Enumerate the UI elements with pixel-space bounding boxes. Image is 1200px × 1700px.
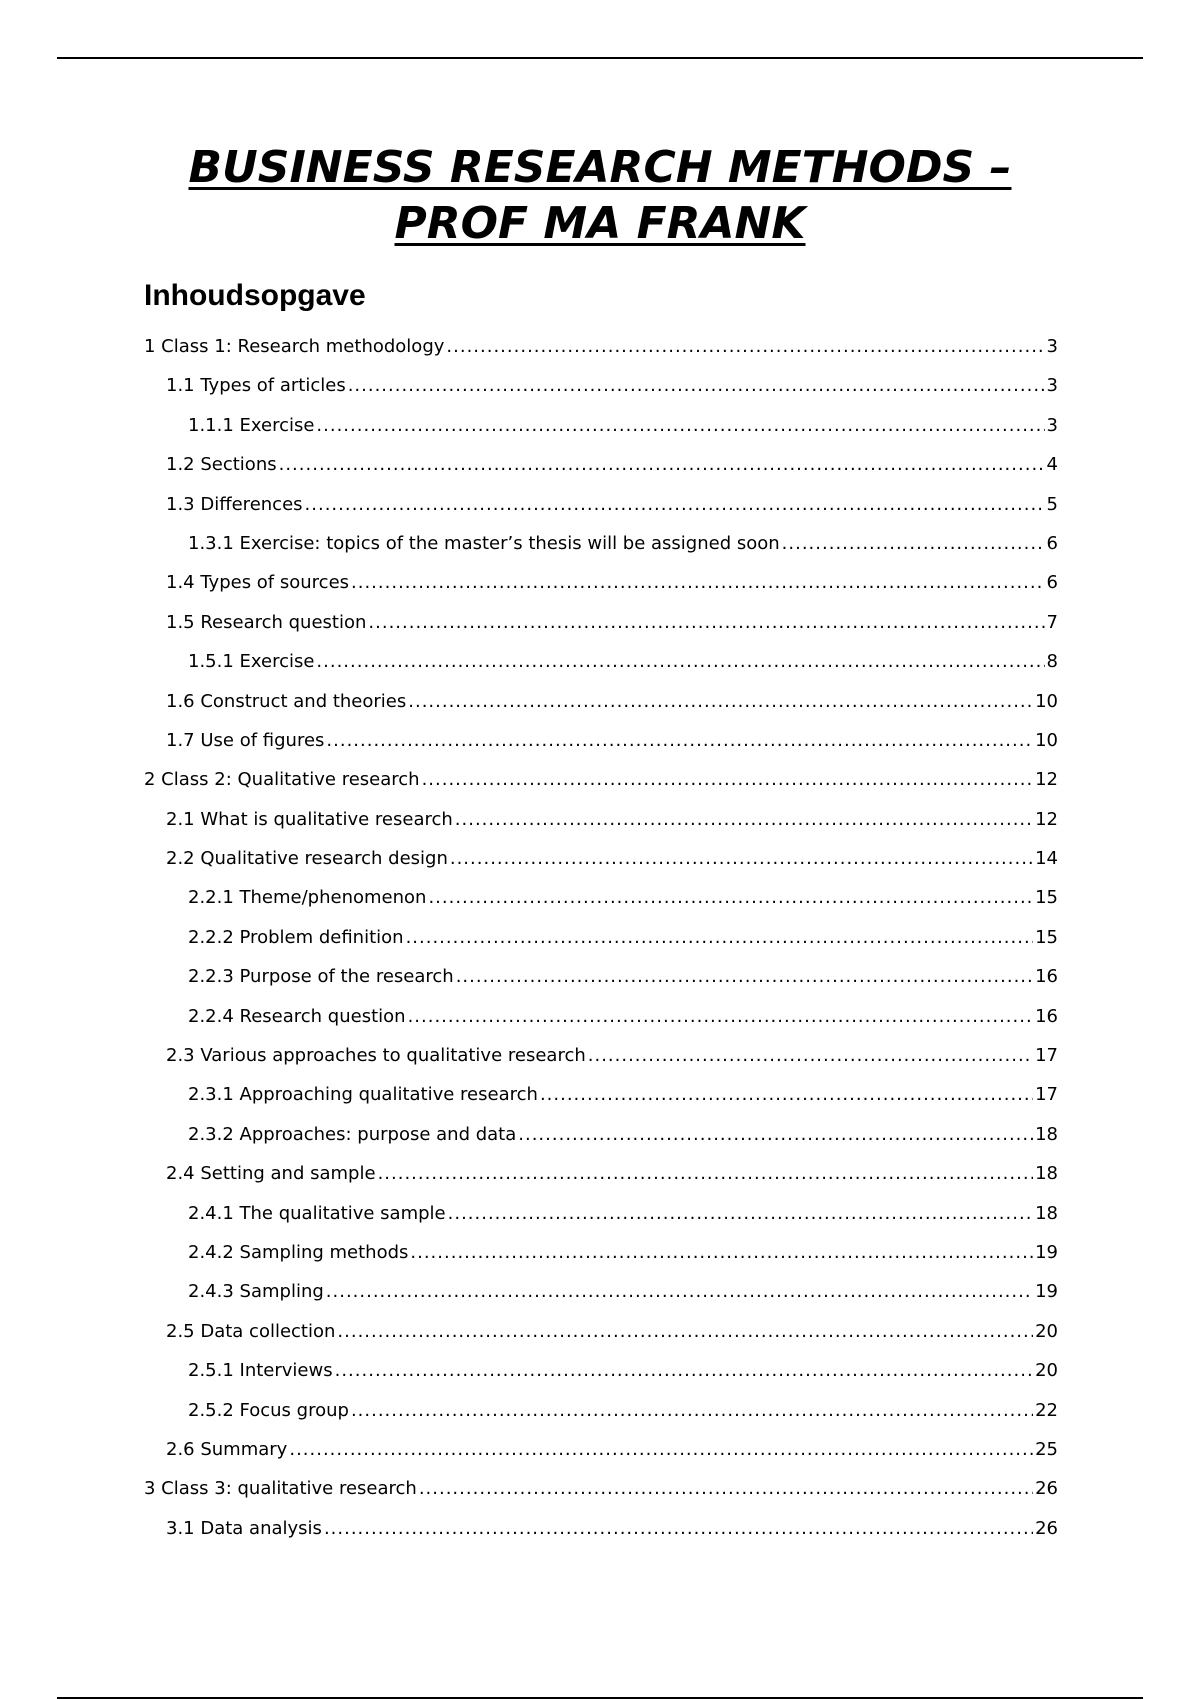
toc-entry[interactable] — [144, 406, 1058, 445]
toc-entry-page-number[interactable]: 20 — [1035, 1320, 1058, 1342]
document-title — [100, 140, 1100, 252]
toc-entry-page-number[interactable]: 25 — [1035, 1438, 1058, 1460]
toc-entry[interactable] — [144, 918, 1058, 957]
toc-entry-page-number[interactable]: 18 — [1035, 1202, 1058, 1224]
toc-entry-label[interactable]: 2.5.1 Interviews — [188, 1360, 333, 1382]
toc-entry[interactable] — [144, 642, 1058, 681]
toc-entry[interactable] — [144, 563, 1058, 602]
toc-entry-label[interactable]: 2.2.2 Problem definition — [188, 926, 404, 948]
toc-entry-label[interactable]: 1.4 Types of sources — [166, 572, 350, 594]
toc-entry[interactable] — [144, 1154, 1058, 1193]
toc-entry-page-number[interactable]: 6 — [1046, 532, 1058, 554]
toc-entry-label[interactable]: 1.3.1 Exercise: topics of the master’s thesis will be assigned soon — [188, 532, 780, 554]
toc-leader-dots — [588, 1036, 1033, 1075]
toc-entry-label[interactable]: 1.3 Differences — [166, 493, 303, 515]
toc-entry[interactable] — [144, 1351, 1058, 1390]
table-of-contents — [144, 327, 1058, 1548]
toc-entry[interactable] — [144, 1430, 1058, 1469]
toc-entry[interactable] — [144, 1233, 1058, 1272]
toc-entry-label[interactable]: 2.2.3 Purpose of the research — [188, 966, 454, 988]
toc-entry-page-number[interactable]: 17 — [1035, 1084, 1058, 1106]
toc-entry-label[interactable]: 1 Class 1: Research methodology — [144, 336, 445, 357]
toc-leader-dots — [455, 800, 1033, 839]
toc-entry[interactable] — [144, 603, 1058, 642]
toc-entry[interactable] — [144, 1194, 1058, 1233]
toc-leader-dots — [326, 1272, 1033, 1311]
toc-leader-dots — [419, 1469, 1033, 1508]
toc-entry-label[interactable]: 1.5.1 Exercise — [188, 651, 315, 673]
toc-entry[interactable] — [144, 1272, 1058, 1311]
toc-leader-dots — [406, 918, 1034, 957]
toc-entry-page-number[interactable]: 10 — [1035, 729, 1058, 751]
toc-entry-label[interactable]: 2.1 What is qualitative research — [166, 808, 453, 830]
toc-entry[interactable] — [144, 997, 1058, 1036]
toc-entry-page-number[interactable]: 3 — [1046, 336, 1058, 357]
toc-entry[interactable] — [144, 1469, 1058, 1508]
toc-entry-page-number[interactable]: 19 — [1035, 1281, 1058, 1303]
toc-entry-page-number[interactable]: 10 — [1035, 690, 1058, 712]
document-title-line-2: PROF MA FRANK — [394, 198, 806, 249]
toc-entry-page-number[interactable]: 16 — [1035, 1005, 1058, 1027]
toc-heading: Inhoudsopgave — [144, 279, 366, 312]
toc-entry-page-number[interactable]: 20 — [1035, 1360, 1058, 1382]
toc-leader-dots — [279, 445, 1045, 484]
toc-entry-label[interactable]: 3 Class 3: qualitative research — [144, 1478, 417, 1500]
toc-entry-label[interactable]: 2.2 Qualitative research design — [166, 848, 448, 870]
toc-entry-label[interactable]: 3.1 Data analysis — [166, 1517, 322, 1539]
toc-entry[interactable] — [144, 760, 1058, 799]
toc-leader-dots — [337, 1312, 1033, 1351]
toc-leader-dots — [456, 957, 1033, 996]
toc-entry[interactable] — [144, 485, 1058, 524]
toc-entry-label[interactable]: 1.1.1 Exercise — [188, 414, 315, 436]
toc-entry-page-number[interactable]: 6 — [1046, 572, 1058, 594]
toc-entry[interactable] — [144, 1312, 1058, 1351]
toc-entry[interactable] — [144, 327, 1058, 366]
toc-entry[interactable] — [144, 524, 1058, 563]
toc-entry[interactable] — [144, 721, 1058, 760]
toc-leader-dots — [305, 485, 1045, 524]
toc-entry-page-number[interactable]: 26 — [1035, 1478, 1058, 1500]
toc-leader-dots — [378, 1154, 1034, 1193]
toc-entry-page-number[interactable]: 7 — [1046, 611, 1058, 633]
toc-entry-page-number[interactable]: 3 — [1046, 414, 1058, 436]
toc-leader-dots — [326, 721, 1033, 760]
toc-leader-dots — [408, 997, 1034, 1036]
toc-leader-dots — [351, 563, 1045, 602]
toc-leader-dots — [289, 1430, 1033, 1469]
toc-leader-dots — [540, 1075, 1033, 1114]
toc-entry-label[interactable]: 1.1 Types of articles — [166, 375, 346, 397]
toc-entry-label[interactable]: 2.4.1 The qualitative sample — [188, 1202, 446, 1224]
toc-entry-label[interactable]: 2.4.3 Sampling — [188, 1281, 324, 1303]
toc-leader-dots — [316, 406, 1044, 445]
toc-entry[interactable] — [144, 1036, 1058, 1075]
toc-entry-label[interactable]: 2.2.1 Theme/phenomenon — [188, 887, 427, 909]
toc-entry-label[interactable]: 1.6 Construct and theories — [166, 690, 407, 712]
header-rule — [57, 57, 1143, 59]
toc-entry-page-number[interactable]: 15 — [1035, 926, 1058, 948]
toc-entry-page-number[interactable]: 12 — [1035, 808, 1058, 830]
toc-entry[interactable] — [144, 839, 1058, 878]
toc-entry-label[interactable]: 1.2 Sections — [166, 454, 277, 476]
toc-entry-page-number[interactable]: 16 — [1035, 966, 1058, 988]
toc-leader-dots — [368, 603, 1044, 642]
toc-leader-dots — [446, 327, 1044, 366]
toc-leader-dots — [316, 642, 1044, 681]
toc-entry-page-number[interactable]: 14 — [1035, 848, 1058, 870]
toc-entry-label[interactable]: 2.3 Various approaches to qualitative research — [166, 1045, 586, 1067]
toc-entry-label[interactable]: 2.2.4 Research question — [188, 1005, 406, 1027]
toc-entry-label[interactable]: 2.3.2 Approaches: purpose and data — [188, 1123, 517, 1145]
toc-entry-page-number[interactable]: 15 — [1035, 887, 1058, 909]
toc-entry[interactable] — [144, 957, 1058, 996]
toc-entry-label[interactable]: 1.7 Use of figures — [166, 729, 325, 751]
toc-leader-dots — [408, 682, 1033, 721]
toc-entry-page-number[interactable]: 18 — [1035, 1163, 1058, 1185]
toc-entry-page-number[interactable]: 5 — [1046, 493, 1058, 515]
toc-entry-label[interactable]: 1.5 Research question — [166, 611, 367, 633]
toc-entry-page-number[interactable]: 8 — [1046, 651, 1058, 673]
toc-leader-dots — [351, 1391, 1033, 1430]
toc-entry-page-number[interactable]: 4 — [1046, 454, 1058, 476]
toc-entry-label[interactable]: 2.5.2 Focus group — [188, 1399, 349, 1421]
toc-entry-page-number[interactable]: 26 — [1035, 1517, 1058, 1539]
toc-entry-label[interactable]: 2.5 Data collection — [166, 1320, 336, 1342]
toc-entry-page-number[interactable]: 17 — [1035, 1045, 1058, 1067]
toc-leader-dots — [335, 1351, 1033, 1390]
toc-entry-label[interactable]: 2 Class 2: Qualitative research — [144, 769, 420, 791]
toc-leader-dots — [348, 366, 1045, 405]
toc-entry[interactable] — [144, 1115, 1058, 1154]
toc-entry[interactable] — [144, 1391, 1058, 1430]
footer-rule — [57, 1697, 1143, 1699]
document-title-line-1: BUSINESS RESEARCH METHODS – — [188, 142, 1012, 193]
toc-entry-label[interactable]: 2.3.1 Approaching qualitative research — [188, 1084, 538, 1106]
toc-leader-dots — [410, 1233, 1033, 1272]
toc-leader-dots — [448, 1194, 1033, 1233]
toc-leader-dots — [518, 1115, 1033, 1154]
toc-entry[interactable] — [144, 878, 1058, 917]
toc-entry[interactable] — [144, 445, 1058, 484]
toc-entry-label[interactable]: 2.4.2 Sampling methods — [188, 1241, 409, 1263]
toc-entry[interactable] — [144, 1075, 1058, 1114]
toc-entry-page-number[interactable]: 12 — [1035, 769, 1058, 791]
toc-entry[interactable] — [144, 366, 1058, 405]
toc-entry-label[interactable]: 2.6 Summary — [166, 1438, 288, 1460]
toc-entry[interactable] — [144, 1509, 1058, 1548]
toc-leader-dots — [428, 878, 1033, 917]
toc-entry-page-number[interactable]: 22 — [1035, 1399, 1058, 1421]
toc-entry-page-number[interactable]: 19 — [1035, 1241, 1058, 1263]
toc-leader-dots — [324, 1509, 1033, 1548]
toc-entry[interactable] — [144, 682, 1058, 721]
toc-entry-page-number[interactable]: 3 — [1046, 375, 1058, 397]
toc-leader-dots — [782, 524, 1045, 563]
toc-entry[interactable] — [144, 800, 1058, 839]
toc-entry-label[interactable]: 2.4 Setting and sample — [166, 1163, 376, 1185]
toc-entry-page-number[interactable]: 18 — [1035, 1123, 1058, 1145]
toc-leader-dots — [422, 760, 1034, 799]
toc-leader-dots — [450, 839, 1033, 878]
